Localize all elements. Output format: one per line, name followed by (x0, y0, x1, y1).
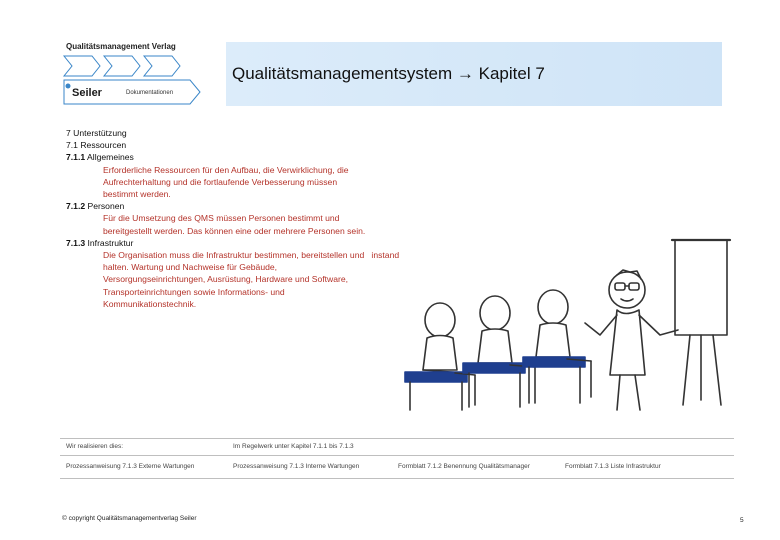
paragraph-line: bereitgestellt werden. Das können eine oder mehrere Personen sein. (103, 225, 366, 236)
title-banner (226, 42, 722, 106)
banner-chapter: Kapitel 7 (478, 64, 545, 83)
heading-general (66, 151, 486, 163)
arrow-right-icon: → (456, 64, 474, 83)
logo-brand: Seiler (72, 87, 102, 99)
reference-table (60, 438, 734, 479)
heading-persons (66, 200, 486, 212)
logo-title: Qualitätsmanagement Verlag (66, 42, 176, 51)
heading-resources: 7.1 Ressourcen (66, 140, 127, 151)
paragraph-line: Die Organisation muss die Infrastruktur bestimmen, bereitstellen und instand (103, 250, 400, 261)
section-number: 7.1.3 (66, 237, 86, 248)
banner-title (232, 64, 545, 84)
heading-support: 7 Unterstützung (66, 128, 127, 138)
banner-system-title: Qualitätsmanagementsystem (232, 64, 453, 83)
section-title: Allgemeines (87, 152, 134, 163)
section-number: 7.1.2 (66, 201, 86, 212)
document-link[interactable]: Formblatt 7.1.3 Liste Infrastruktur (565, 463, 661, 470)
paragraph-line: halten. Wartung und Nachweise für Gebäude, (103, 262, 278, 273)
section-title: Personen (87, 201, 125, 212)
table-row (60, 438, 734, 456)
page-number: 5 (740, 517, 744, 524)
paragraph-line: Erforderliche Ressourcen für den Aufbau, die Verwirklichung, die (103, 164, 349, 175)
paragraph-line: Transporteinrichtungen sowie Informations- und (103, 286, 285, 297)
presentation-illustration (395, 235, 740, 415)
logo-arrow-graphic (62, 52, 204, 108)
paragraph-line: Kommunikationstechnik. (103, 298, 197, 309)
document-link[interactable]: Prozessanweisung 7.1.3 Externe Wartungen (66, 463, 195, 470)
table-row (60, 456, 734, 479)
table-cell: Im Regelwerk unter Kapitel 7.1.1 bis 7.1.3 (233, 443, 354, 450)
paragraph-line: Für die Umsetzung des QMS müssen Personen bestimmt und (103, 213, 340, 224)
paragraph-line: Versorgungseinrichtungen, Ausrüstung, Hardware und Software, (103, 274, 349, 285)
document-link[interactable]: Formblatt 7.1.2 Benennung Qualitätsmanager (398, 463, 530, 470)
publisher-logo (62, 42, 204, 108)
document-link[interactable]: Prozessanweisung 7.1.3 Interne Wartungen (233, 463, 360, 470)
paragraph-line: bestimmt werden. (103, 189, 171, 200)
section-number: 7.1.1 (66, 152, 86, 163)
section-title: Infrastruktur (87, 237, 134, 248)
paragraph-line: Aufrechterhaltung und die fortlaufende Verbesserung müssen (103, 176, 338, 187)
table-cell: Wir realisieren dies: (66, 443, 124, 450)
logo-subtitle: Dokumentationen (126, 90, 174, 96)
copyright-footer: © copyright Qualitätsmanagementverlag Seiler (62, 515, 197, 522)
